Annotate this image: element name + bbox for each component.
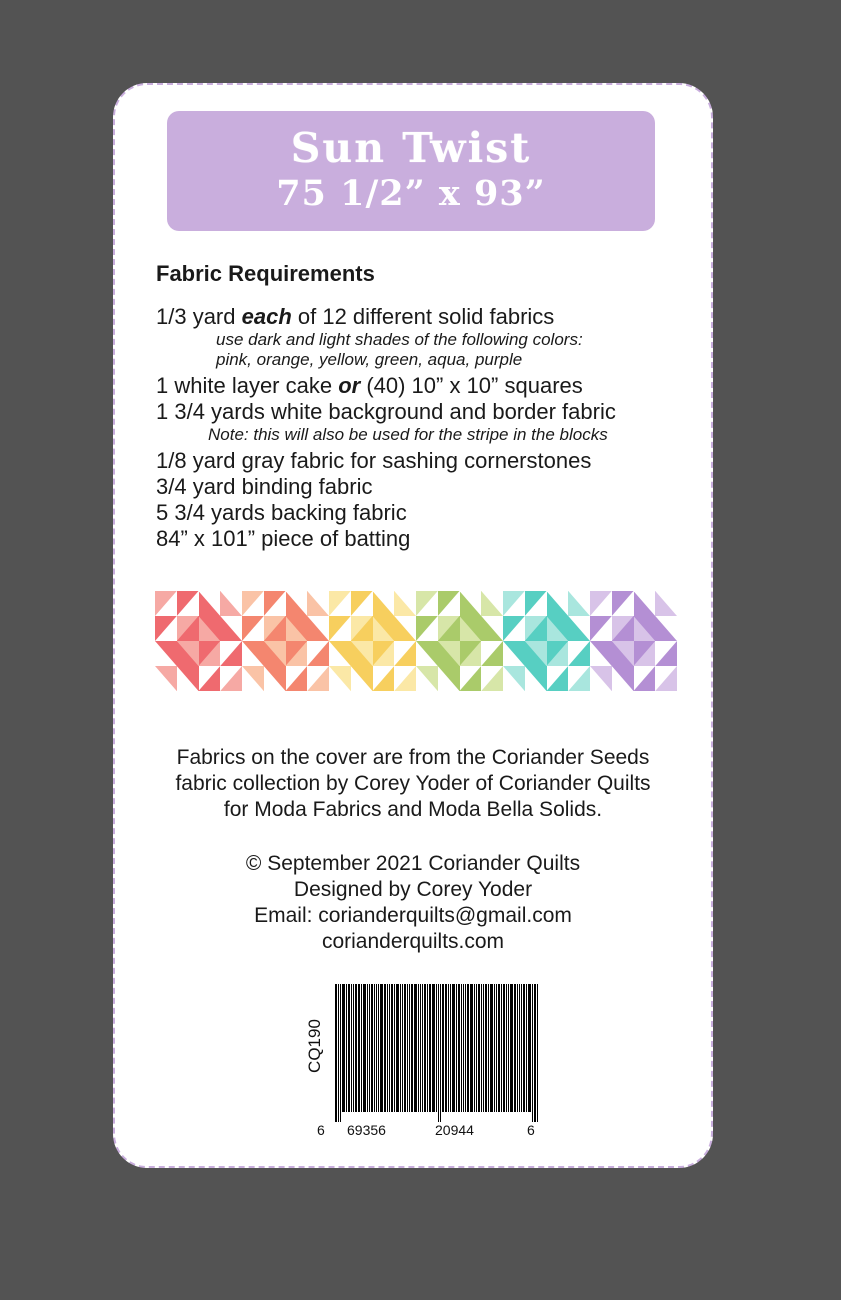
barcode-bar bbox=[458, 984, 460, 1112]
quilt-cell bbox=[634, 666, 656, 691]
quilt-cell bbox=[612, 591, 634, 616]
pink-block bbox=[155, 591, 242, 691]
purple-block bbox=[590, 591, 677, 691]
quilt-cell bbox=[242, 666, 264, 691]
barcode-bar bbox=[450, 984, 451, 1112]
barcode-bar bbox=[452, 984, 455, 1112]
credits-line-1: Fabrics on the cover are from the Coriander Seeds bbox=[176, 746, 650, 769]
barcode-bar bbox=[414, 984, 417, 1112]
quilt-cell bbox=[307, 591, 329, 616]
quilt-cell bbox=[416, 591, 438, 616]
quilt-cell bbox=[329, 666, 351, 691]
barcode-bar bbox=[474, 984, 475, 1112]
barcode-bar bbox=[400, 984, 401, 1112]
barcode-bar bbox=[519, 984, 520, 1112]
barcode-bar bbox=[528, 984, 531, 1112]
quilt-cell bbox=[351, 666, 373, 691]
quilt-cell bbox=[177, 666, 199, 691]
quilt-cell bbox=[329, 591, 351, 616]
quilt-cell bbox=[264, 591, 286, 616]
quilt-cell bbox=[547, 666, 569, 691]
quilt-cell bbox=[155, 616, 177, 641]
barcode-bar bbox=[465, 984, 466, 1112]
quilt-cell bbox=[525, 616, 547, 641]
quilt-cell bbox=[481, 616, 503, 641]
quilt-cell bbox=[438, 591, 460, 616]
barcode-digit-left: 6 bbox=[317, 1122, 325, 1138]
quilt-cell bbox=[568, 591, 590, 616]
barcode-bar bbox=[394, 984, 395, 1112]
barcode-bar bbox=[508, 984, 509, 1112]
requirement-line: 5 3/4 yards backing fabric bbox=[156, 500, 407, 525]
barcode-bar bbox=[478, 984, 480, 1112]
barcode-bar bbox=[369, 984, 370, 1112]
quilt-cell bbox=[547, 641, 569, 666]
quilt-cell bbox=[503, 666, 525, 691]
barcode-bar bbox=[467, 984, 469, 1112]
barcode-bar bbox=[445, 984, 447, 1112]
quilt-cell bbox=[220, 666, 242, 691]
requirement-line: 1 3/4 yards white background and border fabric bbox=[156, 399, 616, 424]
website-line: corianderquilts.com bbox=[321, 930, 505, 953]
barcode-bar bbox=[420, 984, 421, 1112]
quilt-cell bbox=[155, 641, 177, 666]
quilt-cell bbox=[460, 641, 482, 666]
barcode-bar bbox=[348, 984, 350, 1112]
barcode-bar bbox=[389, 984, 390, 1112]
quilt-cell bbox=[481, 641, 503, 666]
quilt-cell bbox=[590, 616, 612, 641]
quilt-cell bbox=[568, 641, 590, 666]
pattern-title: Sun Twist bbox=[290, 124, 532, 172]
stripe-note: Note: this will also be used for the stripe in the blocks bbox=[208, 425, 608, 444]
quilt-cell bbox=[307, 616, 329, 641]
quilt-cell bbox=[264, 616, 286, 641]
quilt-cell bbox=[155, 666, 177, 691]
quilt-cell bbox=[199, 616, 221, 641]
quilt-cell bbox=[307, 666, 329, 691]
barcode-bar bbox=[376, 984, 377, 1112]
barcode-bar bbox=[367, 984, 368, 1112]
quilt-cell bbox=[220, 616, 242, 641]
quilt-cell bbox=[525, 666, 547, 691]
quilt-cell bbox=[460, 616, 482, 641]
barcode-bar bbox=[490, 984, 493, 1112]
barcode-bar bbox=[363, 984, 366, 1112]
quilt-cell bbox=[329, 616, 351, 641]
title-banner bbox=[167, 111, 655, 231]
barcode-bar bbox=[353, 984, 354, 1112]
green-block bbox=[416, 591, 503, 691]
copyright-block bbox=[127, 851, 699, 955]
barcode-bar bbox=[440, 984, 441, 1122]
quilt-cell bbox=[394, 616, 416, 641]
quilt-cell bbox=[481, 591, 503, 616]
barcode-bar bbox=[514, 984, 516, 1112]
quilt-cell bbox=[547, 591, 569, 616]
quilt-cell bbox=[264, 641, 286, 666]
quilt-cell bbox=[481, 666, 503, 691]
barcode-bar bbox=[436, 984, 437, 1112]
quilt-cell bbox=[177, 591, 199, 616]
quilt-cell bbox=[416, 641, 438, 666]
quilt-cell bbox=[351, 641, 373, 666]
quilt-cell bbox=[394, 666, 416, 691]
barcode-bar bbox=[340, 984, 341, 1122]
barcode-bar bbox=[371, 984, 373, 1112]
barcode-bar bbox=[470, 984, 473, 1112]
quilt-cell bbox=[199, 591, 221, 616]
quilt-cell bbox=[590, 591, 612, 616]
quilt-cell bbox=[286, 666, 308, 691]
quilt-cell bbox=[373, 616, 395, 641]
quilt-cell bbox=[612, 641, 634, 666]
barcode-bar bbox=[521, 984, 522, 1112]
quilt-cell bbox=[177, 641, 199, 666]
quilt-cell bbox=[416, 616, 438, 641]
quilt-cell bbox=[177, 616, 199, 641]
quilt-cell bbox=[286, 591, 308, 616]
quilt-cell bbox=[590, 641, 612, 666]
quilt-cell bbox=[590, 666, 612, 691]
barcode-bar bbox=[438, 984, 439, 1122]
quilt-cell bbox=[394, 591, 416, 616]
requirement-line: 1/8 yard gray fabric for sashing cornerstones bbox=[156, 448, 592, 473]
barcode-bar bbox=[338, 984, 339, 1122]
requirement-line bbox=[156, 373, 686, 399]
quilt-cell bbox=[634, 616, 656, 641]
barcode-bar bbox=[523, 984, 525, 1112]
requirement-text-emphasis: or bbox=[338, 373, 361, 398]
quilt-cell bbox=[220, 591, 242, 616]
barcode-bar bbox=[380, 984, 383, 1112]
barcode-bar bbox=[476, 984, 477, 1112]
quilt-cell bbox=[307, 641, 329, 666]
barcode-bar bbox=[429, 984, 431, 1112]
quilt-cell bbox=[655, 616, 677, 641]
quilt-cell bbox=[438, 666, 460, 691]
quilt-cell bbox=[612, 616, 634, 641]
quilt-cell bbox=[503, 591, 525, 616]
barcode-bar bbox=[485, 984, 487, 1112]
requirement-line: 3/4 yard binding fabric bbox=[156, 474, 373, 499]
barcode-bar bbox=[342, 984, 345, 1112]
barcode-bars bbox=[335, 984, 557, 1122]
coral-block bbox=[242, 591, 329, 691]
quilt-cell bbox=[242, 641, 264, 666]
barcode-digit-group1: 69356 bbox=[347, 1122, 386, 1138]
barcode-bar bbox=[384, 984, 386, 1112]
cover-inner bbox=[127, 97, 699, 1154]
quilt-cell bbox=[655, 591, 677, 616]
barcode-bar bbox=[355, 984, 357, 1112]
barcode-bar bbox=[378, 984, 379, 1112]
barcode-bar bbox=[481, 984, 482, 1112]
quilt-cell bbox=[568, 616, 590, 641]
quilt-cell bbox=[460, 666, 482, 691]
quilt-cell bbox=[220, 641, 242, 666]
quilt-block-strip bbox=[155, 591, 677, 691]
quilt-cell bbox=[525, 591, 547, 616]
pattern-size: 75 1/2” x 93” bbox=[276, 173, 546, 215]
quilt-cell bbox=[460, 591, 482, 616]
quilt-cell bbox=[373, 666, 395, 691]
copyright-line: © September 2021 Coriander Quilts bbox=[245, 852, 581, 875]
barcode-bar bbox=[456, 984, 457, 1112]
barcode-bar bbox=[537, 984, 538, 1122]
quilt-cell bbox=[351, 616, 373, 641]
barcode-bar bbox=[404, 984, 406, 1112]
barcode bbox=[297, 984, 557, 1149]
color-note-line-1: use dark and light shades of the following colors: bbox=[216, 330, 583, 349]
barcode-bar bbox=[411, 984, 413, 1112]
barcode-bar bbox=[402, 984, 403, 1112]
quilt-cell bbox=[634, 591, 656, 616]
quilt-cell bbox=[242, 591, 264, 616]
quilt-cell bbox=[199, 666, 221, 691]
quilt-cell bbox=[394, 641, 416, 666]
quilt-cell bbox=[438, 641, 460, 666]
barcode-bar bbox=[387, 984, 388, 1112]
barcode-bar bbox=[534, 984, 536, 1122]
barcode-bar bbox=[463, 984, 464, 1112]
barcode-bar bbox=[358, 984, 360, 1112]
yellow-block bbox=[329, 591, 416, 691]
barcode-bar bbox=[488, 984, 489, 1112]
requirement-line: 84” x 101” piece of batting bbox=[156, 526, 411, 551]
barcode-bar bbox=[461, 984, 462, 1112]
color-note-line-2: pink, orange, yellow, green, aqua, purple bbox=[216, 350, 523, 369]
quilt-cell bbox=[416, 666, 438, 691]
barcode-bar bbox=[506, 984, 507, 1112]
quilt-cell bbox=[568, 666, 590, 691]
requirement-text-pre: 1 white layer cake bbox=[156, 373, 339, 398]
quilt-cell bbox=[525, 641, 547, 666]
barcode-bar bbox=[483, 984, 484, 1112]
email-line: Email: corianderquilts@gmail.com bbox=[254, 904, 572, 927]
quilt-cell bbox=[264, 666, 286, 691]
aqua-block bbox=[503, 591, 590, 691]
quilt-cell bbox=[503, 641, 525, 666]
pattern-back-cover bbox=[113, 83, 713, 1168]
barcode-bar bbox=[351, 984, 352, 1112]
sku-code: CQ190 bbox=[305, 1019, 324, 1073]
quilt-cell bbox=[373, 591, 395, 616]
barcode-bar bbox=[498, 984, 500, 1112]
fabric-credits bbox=[127, 745, 699, 823]
barcode-digit-group2: 20944 bbox=[435, 1122, 474, 1138]
barcode-bar bbox=[396, 984, 399, 1112]
requirement-text-pre: 1/3 yard bbox=[156, 304, 242, 329]
barcode-bar bbox=[496, 984, 497, 1112]
requirement-text-post: (40) 10” x 10” squares bbox=[360, 373, 583, 398]
requirement-text-emphasis: each bbox=[241, 304, 292, 329]
quilt-cell bbox=[634, 641, 656, 666]
barcode-bar bbox=[526, 984, 527, 1112]
quilt-cell bbox=[155, 591, 177, 616]
requirement-line bbox=[156, 304, 686, 330]
barcode-bar bbox=[427, 984, 428, 1112]
barcode-bar bbox=[442, 984, 444, 1112]
quilt-cell bbox=[242, 616, 264, 641]
quilt-cell bbox=[373, 641, 395, 666]
barcode-bar bbox=[532, 984, 533, 1122]
designer-line: Designed by Corey Yoder bbox=[293, 878, 533, 901]
barcode-bar bbox=[517, 984, 518, 1112]
quilt-cell bbox=[438, 616, 460, 641]
quilt-cell bbox=[503, 616, 525, 641]
barcode-bar bbox=[448, 984, 449, 1112]
fabric-requirements-heading: Fabric Requirements bbox=[156, 261, 375, 286]
barcode-bar bbox=[361, 984, 362, 1112]
barcode-bar bbox=[422, 984, 423, 1112]
quilt-cell bbox=[612, 666, 634, 691]
quilt-cell bbox=[286, 616, 308, 641]
quilt-cell bbox=[286, 641, 308, 666]
quilt-cell bbox=[547, 616, 569, 641]
quilt-cell bbox=[351, 591, 373, 616]
barcode-digit-right: 6 bbox=[527, 1122, 535, 1138]
barcode-bar bbox=[432, 984, 435, 1112]
barcode-bar bbox=[409, 984, 410, 1112]
barcode-bar bbox=[501, 984, 502, 1112]
barcode-bar bbox=[418, 984, 419, 1112]
credits-line-3: for Moda Fabrics and Moda Bella Solids. bbox=[223, 798, 603, 821]
quilt-cell bbox=[329, 641, 351, 666]
barcode-bar bbox=[424, 984, 426, 1112]
barcode-bar bbox=[374, 984, 375, 1112]
credits-line-2: fabric collection by Corey Yoder of Coriander Quilts bbox=[175, 772, 651, 795]
barcode-bar bbox=[407, 984, 408, 1112]
quilt-cell bbox=[655, 666, 677, 691]
barcode-bar bbox=[494, 984, 495, 1112]
quilt-cell bbox=[655, 641, 677, 666]
quilt-cell bbox=[199, 641, 221, 666]
fabric-requirements-list bbox=[156, 304, 686, 552]
barcode-bar bbox=[510, 984, 513, 1112]
requirement-text-post: of 12 different solid fabrics bbox=[291, 304, 555, 329]
barcode-bar bbox=[391, 984, 393, 1112]
barcode-bar bbox=[335, 984, 337, 1122]
barcode-bar bbox=[503, 984, 505, 1112]
barcode-bar bbox=[346, 984, 347, 1112]
